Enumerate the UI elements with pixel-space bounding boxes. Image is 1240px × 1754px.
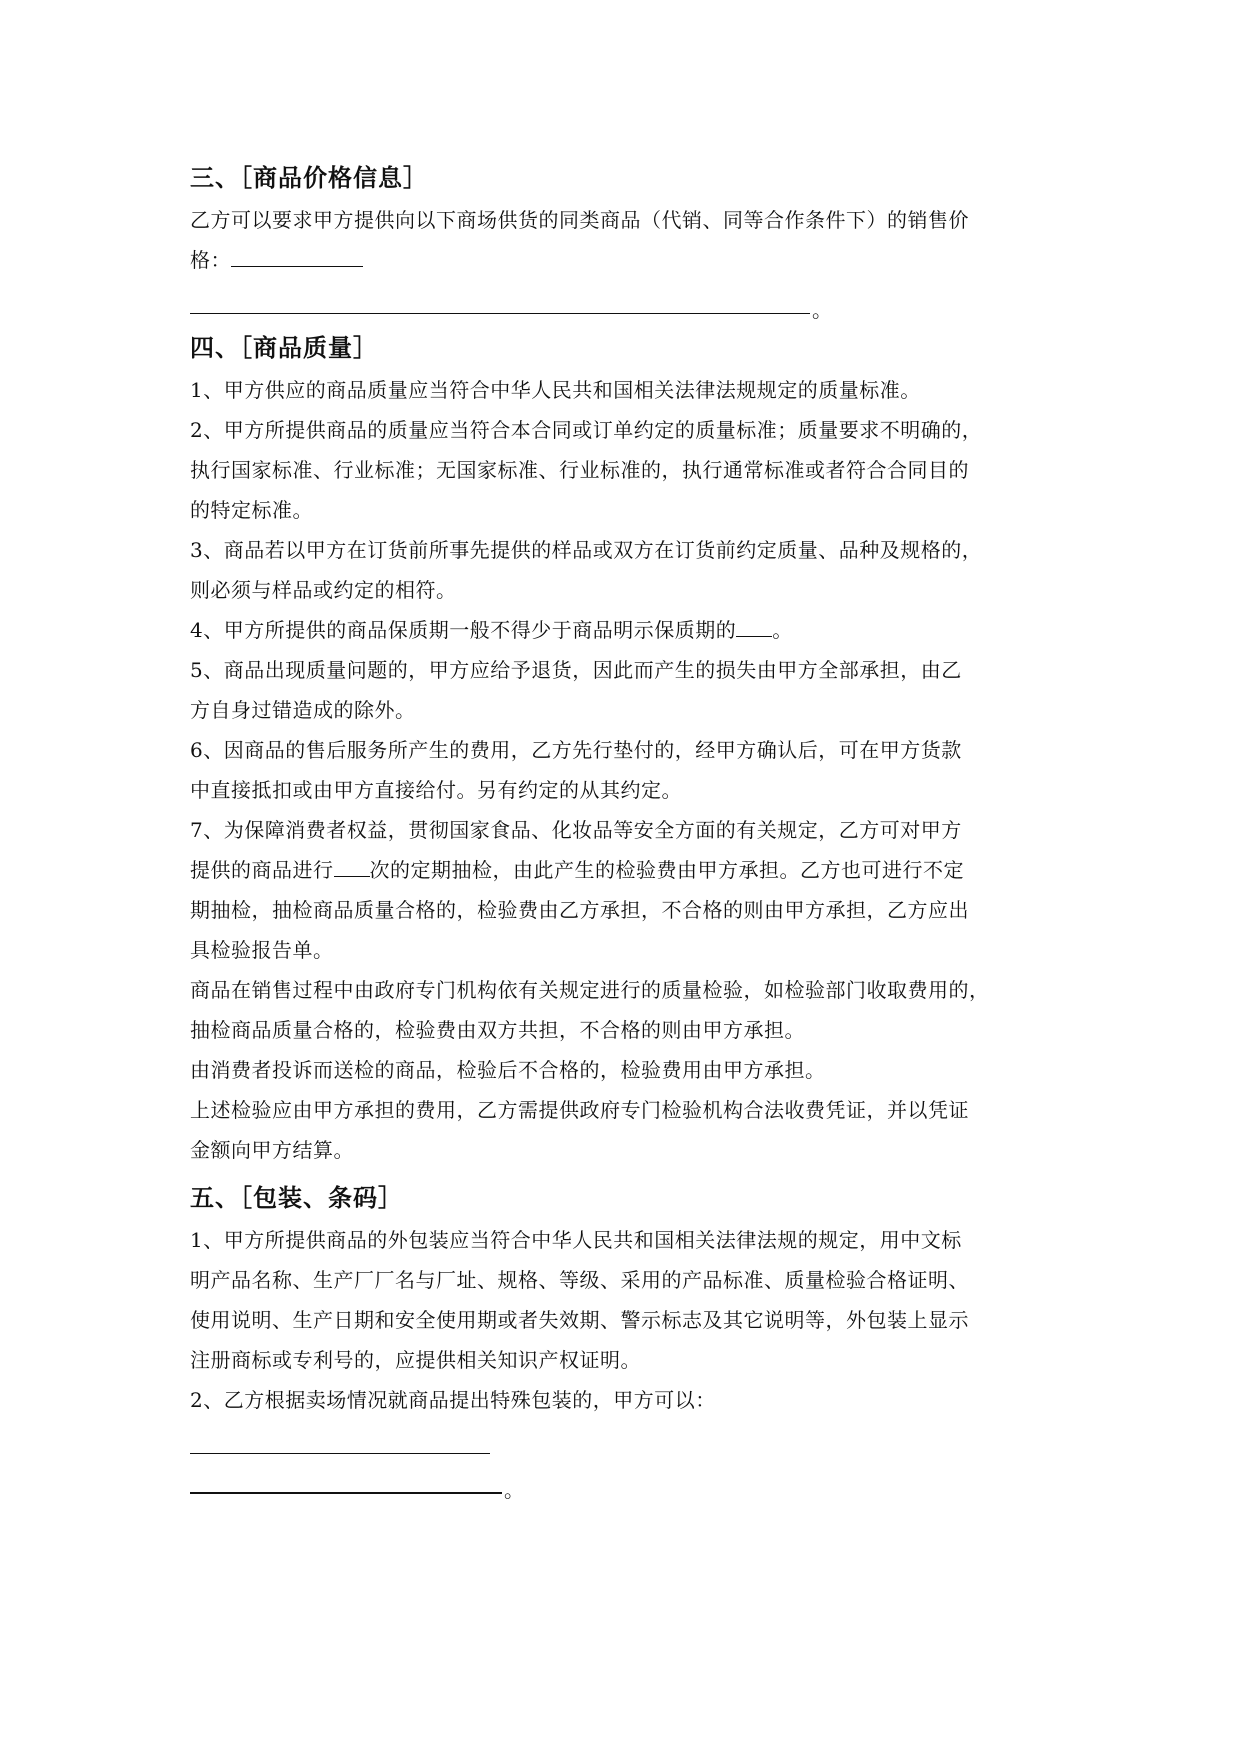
section-3-heading: 三、［商品价格信息］	[190, 164, 428, 192]
sec4-item-7a: 7、为保障消费者权益，贯彻国家食品、化妆品等安全方面的有关规定，乙方可对甲方	[190, 818, 962, 842]
sec4-item-4-prefix: 4、甲方所提供的商品保质期一般不得少于商品明示保质期的	[190, 618, 737, 642]
sec3-para-2-prefix: 格：	[190, 248, 231, 272]
sec3-para-2	[190, 240, 1070, 280]
sec4-item-3a: 3、商品若以甲方在订货前所事先提供的样品或双方在订货前约定质量、品种及规格的，	[190, 538, 983, 562]
sec3-end-punct: 。	[812, 298, 832, 322]
sec4-item-2b: 执行国家标准、行业标准；无国家标准、行业标准的，执行通常标准或者符合合同目的	[190, 458, 969, 482]
sec4-item-1: 1、甲方供应的商品质量应当符合中华人民共和国相关法律法规规定的质量标准。	[190, 378, 921, 402]
sec4-item-5a: 5、商品出现质量问题的，甲方应给予退货，因此而产生的损失由甲方全部承担，由乙	[190, 658, 962, 682]
fill-blank[interactable]	[231, 244, 363, 267]
sec3-para-1: 乙方可以要求甲方提供向以下商场供货的同类商品（代销、同等合作条件下）的销售价	[190, 208, 969, 232]
sec5-blank-line-row-1	[190, 1420, 1070, 1460]
sec4-para-8a: 商品在销售过程中由政府专门机构依有关规定进行的质量检验，如检验部门收取费用的，	[190, 978, 990, 1002]
sec4-item-3b: 则必须与样品或约定的相符。	[190, 578, 457, 602]
sec4-para-10b: 金额向甲方结算。	[190, 1138, 354, 1162]
sec5-end-punct: 。	[504, 1478, 524, 1502]
sec5-item-1b: 明产品名称、生产厂厂名与厂址、规格、等级、采用的产品标准、质量检验合格证明、	[190, 1268, 969, 1292]
sec4-item-7c: 期抽检，抽检商品质量合格的，检验费由乙方承担，不合格的则由甲方承担，乙方应出	[190, 898, 969, 922]
sec4-item-2c: 的特定标准。	[190, 498, 313, 522]
sec4-item-6b: 中直接抵扣或由甲方直接给付。另有约定的从其约定。	[190, 778, 682, 802]
sec3-blank-line-row	[190, 280, 1070, 320]
sec4-item-4-suffix: 。	[772, 618, 793, 642]
sec5-item-2: 2、乙方根据卖场情况就商品提出特殊包装的，甲方可以：	[190, 1388, 716, 1412]
sec5-item-1a: 1、甲方所提供商品的外包装应当符合中华人民共和国相关法律法规的规定，用中文标	[190, 1228, 962, 1252]
sec5-item-1c: 使用说明、生产日期和安全使用期或者失效期、警示标志及其它说明等，外包装上显示	[190, 1308, 969, 1332]
sec5-item-1d: 注册商标或专利号的，应提供相关知识产权证明。	[190, 1348, 641, 1372]
sec4-item-6a: 6、因商品的售后服务所产生的费用，乙方先行垫付的，经甲方确认后，可在甲方货款	[190, 738, 962, 762]
sec4-item-4	[190, 610, 1070, 650]
sec4-para-10a: 上述检验应由甲方承担的费用，乙方需提供政府专门检验机构合法收费凭证，并以凭证	[190, 1098, 969, 1122]
fill-blank[interactable]	[334, 854, 370, 877]
sec4-item-7d: 具检验报告单。	[190, 938, 334, 962]
sec4-item-7b-suffix: 次的定期抽检，由此产生的检验费由甲方承担。乙方也可进行不定	[369, 858, 964, 882]
document-page	[190, 150, 1070, 1500]
sec4-item-7b	[190, 850, 1070, 890]
sec4-para-8b: 抽检商品质量合格的，检验费由双方共担，不合格的则由甲方承担。	[190, 1018, 805, 1042]
fill-blank-line[interactable]	[190, 312, 810, 314]
sec5-blank-line-row-2	[190, 1460, 1070, 1500]
fill-blank-line[interactable]	[190, 1491, 502, 1494]
sec4-item-5b: 方自身过错造成的除外。	[190, 698, 416, 722]
fill-blank[interactable]	[736, 614, 772, 637]
sec4-item-7b-prefix: 提供的商品进行	[190, 858, 334, 882]
section-5-heading: 五、［包装、条码］	[190, 1184, 403, 1212]
sec4-para-9: 由消费者投诉而送检的商品，检验后不合格的，检验费用由甲方承担。	[190, 1058, 826, 1082]
sec4-item-2a: 2、甲方所提供商品的质量应当符合本合同或订单约定的质量标准；质量要求不明确的，	[190, 418, 983, 442]
section-4-heading: 四、［商品质量］	[190, 334, 378, 362]
fill-blank-line[interactable]	[190, 1452, 490, 1454]
